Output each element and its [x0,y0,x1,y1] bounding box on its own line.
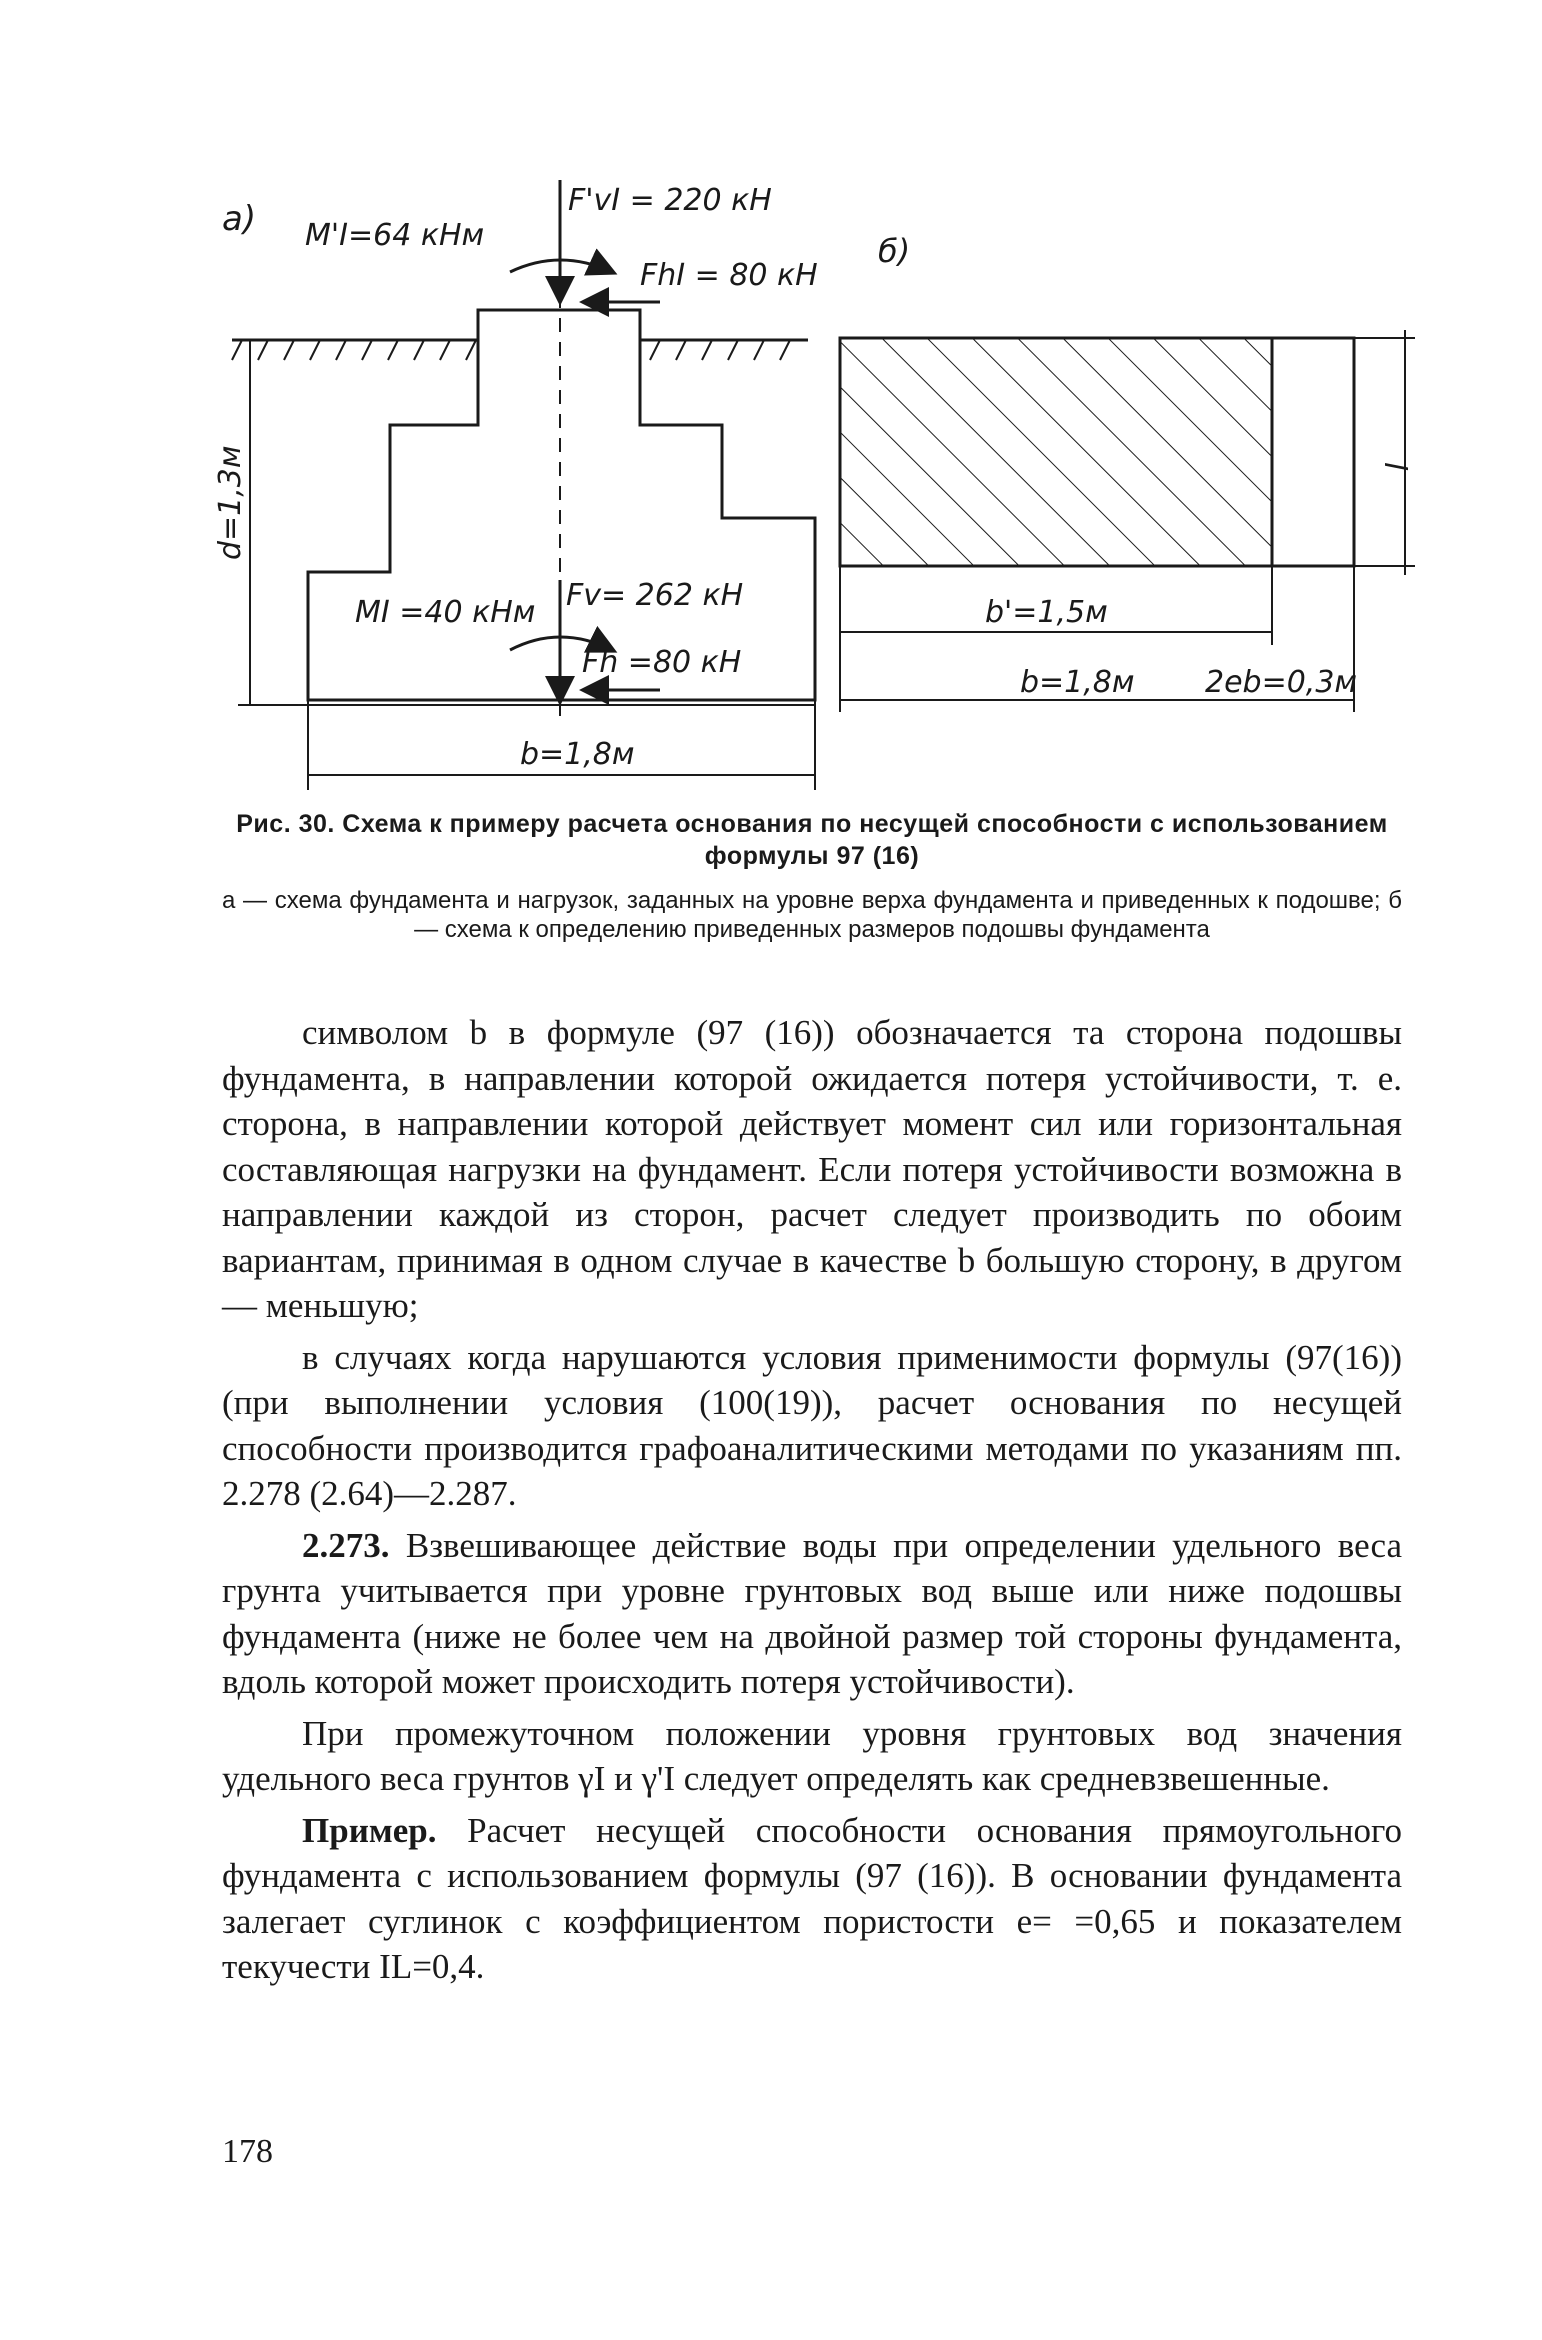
b-reduced-label: b'=1,5м [985,595,1108,630]
example-text: Расчет несущей способности основания прямоугольного фундамента с использованием формулы (97 (16)). В основании фундамента залегает суглинок с коэффициентом пористости e= =0,65 и показателем текучести IL=0,4. [222,1810,1402,1986]
length-label: l [1377,462,1412,471]
moment-bottom-label: MI =40 кНм [355,595,536,630]
panel-a-label: а) [222,199,257,239]
body-text [222,1010,1402,1996]
page-number: 178 [222,2133,273,2170]
width-label: b=1,8м [520,737,635,772]
horizontal-force-top-label: FhI = 80 кН [640,258,818,293]
figure-caption [222,808,1402,944]
panel-b-label: б) [878,232,911,270]
caption-description: а — схема фундамента и нагрузок, заданных на уровне верха фундамента и приведенных к подошве; б — схема к определению приведенных размеров подошвы фундамента [222,887,1402,943]
reduced-area-hatched [840,338,1272,566]
ground-hatching [232,340,790,360]
depth-label: d=1,3м [213,445,248,560]
paragraph: в случаях когда нарушаются условия применимости формулы (97(16)) (при выполнении условия (100(19)), расчет основания по несущей способности производится графоаналитическими методами по указаниям пп. 2.278 (2.64)—2.287. [222,1337,1402,1513]
panel-b [840,232,1415,712]
paragraph-2-273 [222,1523,1402,1705]
section-number: 2.273. [302,1525,390,1565]
horizontal-force-bottom-label: Fh =80 кН [582,645,742,680]
vertical-force-bottom-label: Fv= 262 кН [566,578,744,613]
moment-top-label: M'I=64 кНм [305,218,485,253]
paragraph: При промежуточном положении уровня грунтовых вод значения удельного веса грунтов γI и γ'I следует определять как средневзвешенные. [222,1713,1402,1798]
panel-a [213,180,818,790]
eccentric-strip [1272,338,1354,566]
vertical-force-top-label: F'vI = 220 кН [568,183,772,218]
figure-30-diagram [0,0,1542,800]
b-full-label: b=1,8м [1020,665,1135,700]
paragraph-example [222,1808,1402,1990]
caption-title: Рис. 30. Схема к примеру расчета основания по несущей способности с использованием формулы 97 (16) [236,810,1388,870]
figure-30 [0,0,1542,800]
section-text: Взвешивающее действие воды при определении удельного веса грунта учитывается при уровне грунтовых вод выше или ниже подошвы фундамента (ниже не более чем на двойной размер той стороны фундамента, вдоль которой может происходить потеря устойчивости). [222,1525,1402,1701]
eccentricity-label: 2eb=0,3м [1205,665,1358,700]
example-lead: Пример. [302,1810,437,1850]
paragraph: символом b в формуле (97 (16)) обозначается та сторона подошвы фундамента, в направлении которой ожидается потеря устойчивости, т. е. сторона, в направлении которой действует момент сил или горизонтальная составляющая нагрузки на фундамент. Если потеря устойчивости возможна в направлении каждой из сторон, расчет следует производить по обоим вариантам, принимая в одном случае в качестве b большую сторону, в другом — меньшую; [222,1013,1402,1325]
